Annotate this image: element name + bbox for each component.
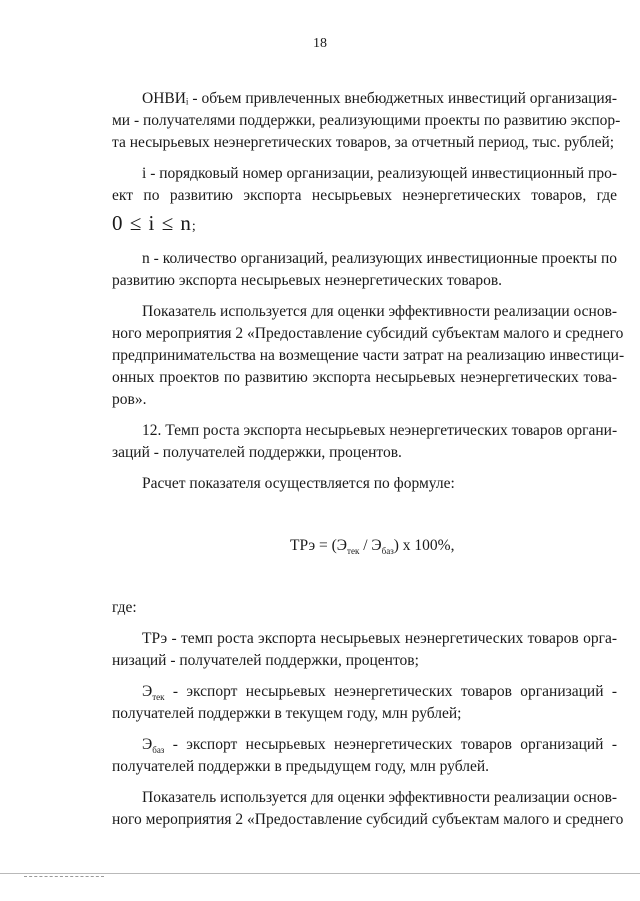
text-line <box>112 734 617 756</box>
text-line: i - порядковый номер организации, реализующей инвестиционный про- <box>142 165 617 182</box>
paragraph-usage-2 <box>112 787 624 831</box>
page-number: 18 <box>313 36 327 51</box>
formula-lhs: ТРэ = (Э <box>290 537 348 554</box>
paragraph-item-12 <box>112 420 617 464</box>
definition-text: - экспорт несырьевых неэнергетических товаров организаций - <box>164 736 617 753</box>
text-line: предпринимательства на возмещение части затрат на реализацию инвестици- <box>112 347 625 364</box>
inequality-formula <box>112 207 617 239</box>
text-line: ОНВИᵢ - объем привлеченных внебюджетных инвестиций организация- <box>142 90 617 107</box>
text-line: ного мероприятия 2 «Предоставление субсидий субъектам малого и среднего <box>112 811 624 828</box>
text-line: низаций - получателей поддержки, процентов; <box>112 652 419 669</box>
text-line: ров». <box>112 391 147 408</box>
text-line: заций - получателей поддержки, процентов. <box>112 444 402 461</box>
text-line: 12. Темп роста экспорта несырьевых неэнергетических товаров органи- <box>142 422 618 439</box>
formula-sub-base: баз <box>381 546 394 557</box>
document-body <box>112 88 625 831</box>
definition-text: - экспорт несырьевых неэнергетических товаров организаций - <box>164 683 617 700</box>
paragraph-where <box>112 597 617 619</box>
symbol-e: Э <box>142 683 153 700</box>
text-line: ект по развитию экспорта несырьевых неэнергетических товаров, где <box>112 187 617 204</box>
text-line: получателей поддержки в текущем году, млн рублей; <box>112 705 462 722</box>
symbol-e: Э <box>142 736 153 753</box>
formula-sub-current: тек <box>347 546 360 557</box>
text-line: n - количество организаций, реализующих инвестиционные проекты по <box>142 250 617 267</box>
text-line: где: <box>112 599 137 616</box>
paragraph-n-definition <box>112 248 617 292</box>
paragraph-usage-1 <box>112 301 625 411</box>
paragraph-etek-definition <box>112 681 617 725</box>
paragraph-i-definition <box>112 163 617 239</box>
text-line: развитию экспорта несырьевых неэнергетических товаров. <box>112 272 503 289</box>
paragraph-tre-definition <box>112 628 617 672</box>
symbol-sub: тек <box>152 692 165 703</box>
formula-rhs: ) x 100%, <box>393 537 455 554</box>
text-line: Расчет показателя осуществляется по формуле: <box>142 475 455 492</box>
scan-bottom-edge <box>0 873 640 874</box>
inequality-expression: 0 ≤ i ≤ n <box>112 211 192 235</box>
paragraph-calculation <box>112 473 617 495</box>
text-line: Показатель используется для оценки эффективности реализации основ- <box>142 789 618 806</box>
text-line: ми - получателями поддержки, реализующими проекты по развитию экспор- <box>112 112 621 129</box>
text-line: ного мероприятия 2 «Предоставление субсидий субъектам малого и среднего <box>112 325 624 342</box>
text-line: Показатель используется для оценки эффективности реализации основ- <box>142 303 618 320</box>
symbol-sub: баз <box>152 745 165 756</box>
text-line: получателей поддержки в предыдущем году, млн рублей. <box>112 758 489 775</box>
inequality-end: ; <box>191 219 197 234</box>
text-line: та несырьевых неэнергетических товаров, за отчетный период, тыс. рублей; <box>112 134 615 151</box>
paragraph-ebaz-definition <box>112 734 617 778</box>
growth-rate-formula <box>112 535 617 557</box>
text-line: онных проектов по развитию экспорта несырьевых неэнергетических това- <box>112 369 617 386</box>
formula-divider: / Э <box>359 537 382 554</box>
text-line <box>112 681 617 703</box>
paragraph-onvi-definition <box>112 88 621 154</box>
text-line: ТРэ - темп роста экспорта несырьевых неэнергетических товаров орга- <box>142 630 617 647</box>
